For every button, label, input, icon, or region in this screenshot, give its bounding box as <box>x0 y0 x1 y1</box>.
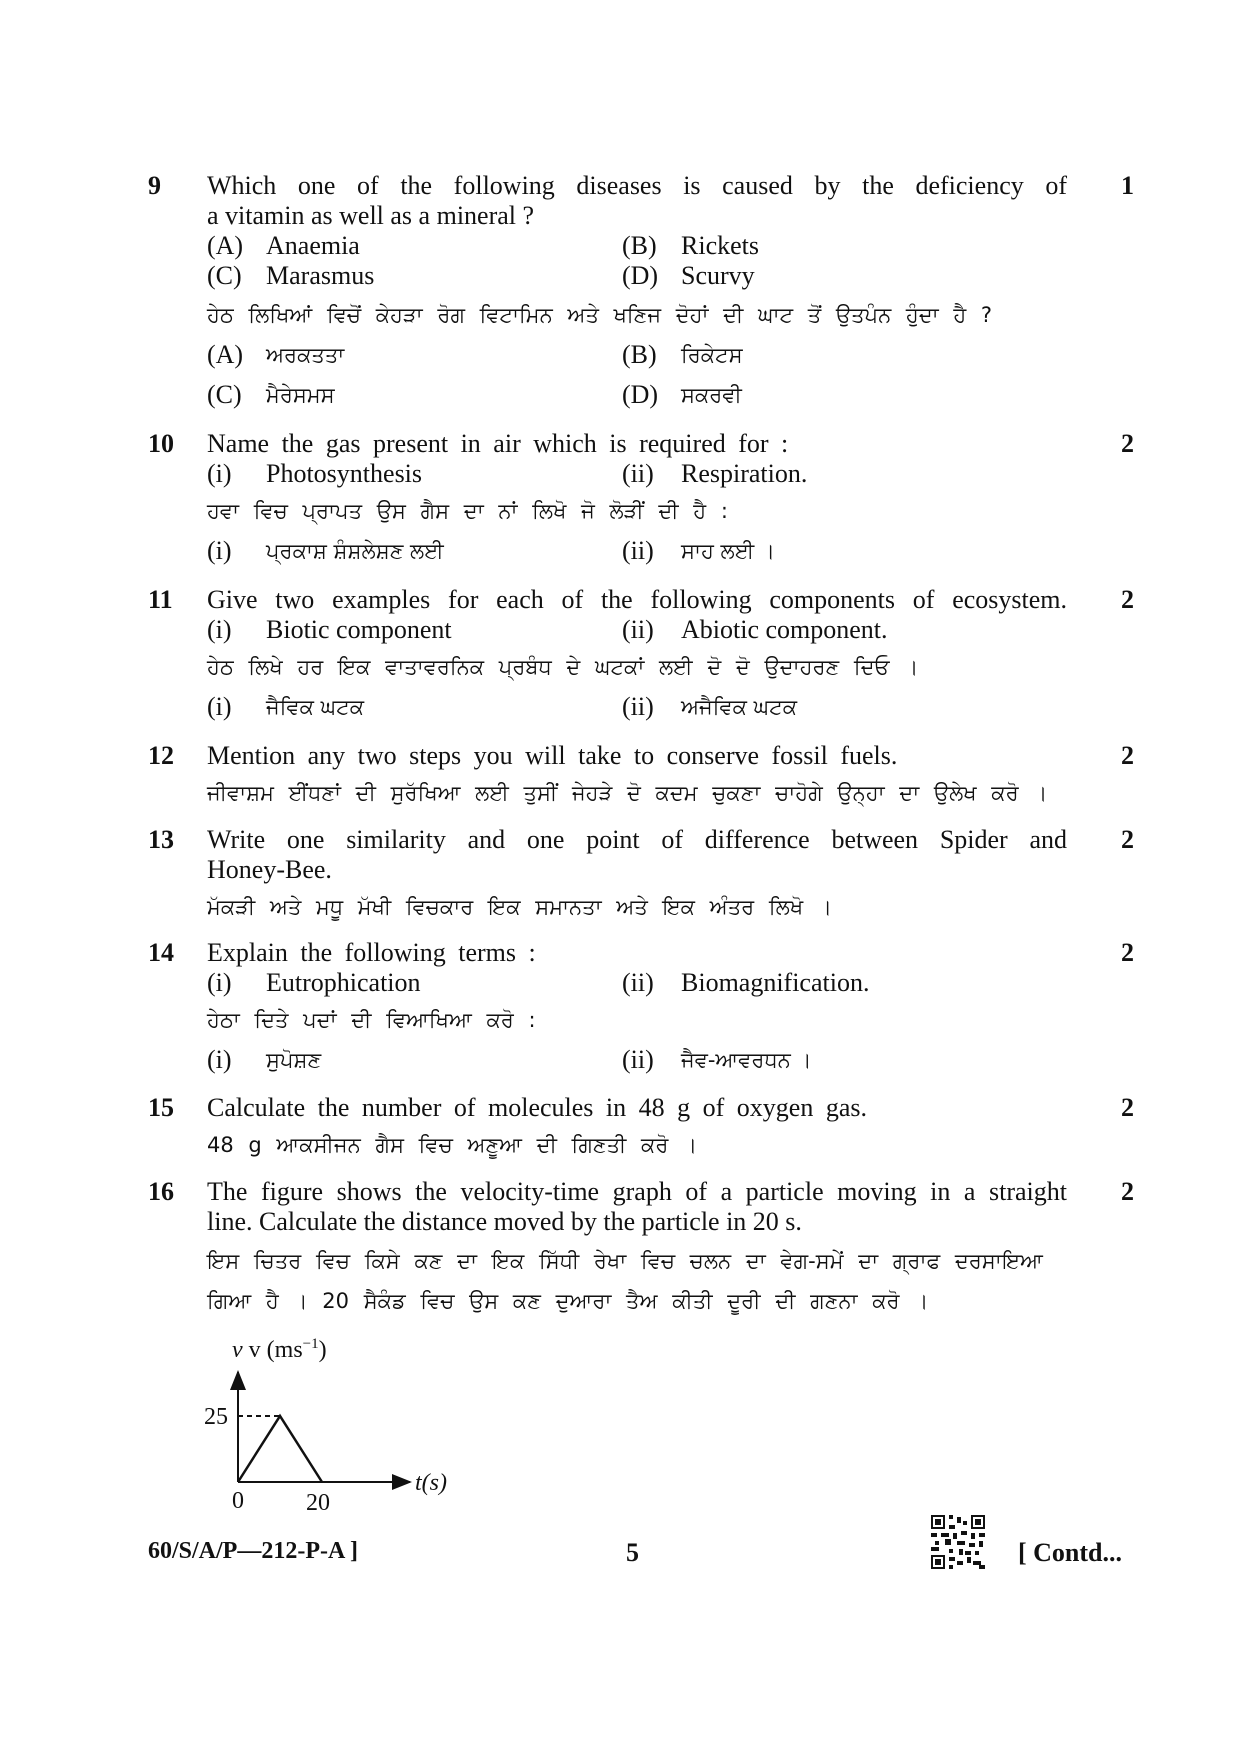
question-text: Give two examples for each of the following components of ecosystem. <box>207 585 1067 614</box>
marks: 2 <box>1121 938 1134 967</box>
option-text: Scurvy <box>681 261 755 290</box>
question-number: 9 <box>148 171 161 200</box>
option-label: (i) <box>207 615 232 644</box>
marks: 1 <box>1121 171 1134 200</box>
question-text: Calculate the number of molecules in 48 g of oxygen gas. <box>207 1093 868 1122</box>
question-text: Explain the following terms : <box>207 938 536 967</box>
qr-code <box>931 1515 985 1569</box>
question-text-punjabi: ਜੀਵਾਸ਼ਮ ਈਂਧਣਾਂ ਦੀ ਸੁਰੱਖਿਆ ਲਈ ਤੁਸੀਂ ਜੇਹੜੇ ਦੋ ਕਦਮ ਚੁਕਣਾ ਚਾਹੋਗੇ ਉਨ੍ਹਾ ਦਾ ਉਲੇਖ ਕਰੋ । <box>207 781 1048 805</box>
question-text-punjabi: ਇਸ ਚਿਤਰ ਵਿਚ ਕਿਸੇ ਕਣ ਦਾ ਇਕ ਸਿੱਧੀ ਰੇਖਾ ਵਿਚ ਚਲਨ ਦਾ ਵੇਗ-ਸਮੇਂ ਦਾ ਗ੍ਰਾਫ ਦਰਸਾਇਆ <box>207 1249 1043 1273</box>
question-text: Name the gas present in air which is required for : <box>207 429 789 458</box>
option-label: (A) <box>207 231 244 260</box>
question-text: Honey-Bee. <box>207 855 332 884</box>
option-text: Photosynthesis <box>266 459 423 488</box>
option-label: (ii) <box>622 615 654 644</box>
question-text-punjabi: ਹਵਾ ਵਿਚ ਪ੍ਰਾਪਤ ਉਸ ਗੈਸ ਦਾ ਨਾਂ ਲਿਖੋ ਜੋ ਲੋੜੀਂ ਦੀ ਹੈ : <box>207 499 728 523</box>
y-axis-label-close: ) <box>318 1337 327 1363</box>
question-number: 15 <box>148 1093 174 1122</box>
option-text: Anaemia <box>266 231 360 260</box>
option-label: (i) <box>207 692 232 721</box>
option-label: (B) <box>622 231 657 260</box>
question-text-punjabi: 48 g ਆਕਸੀਜਨ ਗੈਸ ਵਿਚ ਅਣੂਆ ਦੀ ਗਿਣਤੀ ਕਰੋ । <box>207 1133 698 1157</box>
option-label: (i) <box>207 968 232 997</box>
option-text-punjabi: ਪ੍ਰਕਾਸ਼ ਸ਼ੰਸ਼ਲੇਸ਼ਣ ਲਈ <box>266 539 444 563</box>
question-number: 13 <box>148 825 174 854</box>
question-text: Mention any two steps you will take to conserve fossil fuels. <box>207 741 898 770</box>
question-number: 10 <box>148 429 174 458</box>
option-text: Marasmus <box>266 261 375 290</box>
option-text-punjabi: ਮੈਰੇਸਮਸ <box>266 383 335 407</box>
question-text: line. Calculate the distance moved by the particle in 20 s. <box>207 1207 802 1236</box>
option-label: (ii) <box>622 459 654 488</box>
y-axis-label-sup: −1 <box>302 1336 319 1352</box>
option-label: (B) <box>622 340 657 369</box>
option-text: Rickets <box>681 231 759 260</box>
marks: 2 <box>1121 741 1134 770</box>
option-text-punjabi: ਜੈਵ-ਆਵਰਧਨ । <box>681 1048 812 1072</box>
x-axis-label: t(s) <box>415 1470 447 1496</box>
option-label: (C) <box>207 261 242 290</box>
question-text: Which one of the following diseases is caused by the deficiency of <box>207 171 1067 200</box>
marks: 2 <box>1121 1177 1134 1206</box>
option-label: (ii) <box>622 968 654 997</box>
question-number: 16 <box>148 1177 174 1206</box>
continued-label: [ Contd... <box>1018 1538 1123 1567</box>
origin-label: 0 <box>232 1488 244 1514</box>
option-label: (i) <box>207 1045 232 1074</box>
option-label: (ii) <box>622 692 654 721</box>
option-label: (C) <box>207 380 242 409</box>
option-label: (i) <box>207 459 232 488</box>
marks: 2 <box>1121 1093 1134 1122</box>
option-label: (i) <box>207 536 232 565</box>
question-text-punjabi: ਮੱਕੜੀ ਅਤੇ ਮਧੂ ਮੱਖੀ ਵਿਚਕਾਰ ਇਕ ਸਮਾਨਤਾ ਅਤੇ ਇਕ ਅੰਤਰ ਲਿਖੋ । <box>207 895 832 919</box>
y-axis-label: v v $(ms^{-1})$ <box>232 1336 327 1363</box>
option-text-punjabi: ਅਰਕਤਤਾ <box>266 343 345 367</box>
velocity-curve <box>238 1416 322 1482</box>
option-text-punjabi: ਸੁਪੋਸ਼ਣ <box>266 1048 322 1072</box>
question-number: 14 <box>148 938 174 967</box>
question-text: The figure shows the velocity-time graph of a particle moving in a straight <box>207 1177 1067 1206</box>
option-text-punjabi: ਸਕਰਵੀ <box>681 383 742 407</box>
question-text-punjabi: ਗਿਆ ਹੈ । 20 ਸੈਕੰਡ ਵਿਚ ਉਸ ਕਣ ਦੁਆਰਾ ਤੈਅ ਕੀਤੀ ਦੂਰੀ ਦੀ ਗਣਨਾ ਕਰੋ । <box>207 1289 929 1313</box>
option-text: Biotic component <box>266 615 452 644</box>
option-label: (ii) <box>622 536 654 565</box>
option-label: (D) <box>622 380 659 409</box>
option-text: Eutrophication <box>266 968 421 997</box>
question-number: 12 <box>148 741 174 770</box>
option-label: (ii) <box>622 1045 654 1074</box>
time-end-label: 20 <box>306 1490 330 1516</box>
question-text-punjabi: ਹੇਠਾ ਦਿਤੇ ਪਦਾਂ ਦੀ ਵਿਆਖਿਆ ਕਰੋ : <box>207 1008 536 1032</box>
marks: 2 <box>1121 825 1134 854</box>
option-label: (D) <box>622 261 659 290</box>
option-text-punjabi: ਸਾਹ ਲਈ । <box>681 539 776 563</box>
question-text-punjabi: ਹੇਠ ਲਿਖੇ ਹਰ ਇਕ ਵਾਤਾਵਰਨਿਕ ਪ੍ਰਬੰਧ ਦੇ ਘਟਕਾਂ ਲਈ ਦੋ ਦੋ ਉਦਾਹਰਣ ਦਿਓ । <box>207 655 919 679</box>
marks: 2 <box>1121 429 1134 458</box>
page-footer <box>0 1538 1240 1578</box>
velocity-time-graph <box>190 1330 470 1530</box>
question-text: a vitamin as well as a mineral ? <box>207 201 535 230</box>
option-text-punjabi: ਜੈਵਿਕ ਘਟਕ <box>266 695 365 719</box>
marks: 2 <box>1121 585 1134 614</box>
option-text: Respiration. <box>681 459 808 488</box>
peak-value-label: 25 <box>204 1404 228 1430</box>
option-label: (A) <box>207 340 244 369</box>
page-number: 5 <box>626 1538 639 1567</box>
paper-code: 60/S/A/P—212-P-A ] <box>148 1538 358 1564</box>
question-text-punjabi: ਹੇਠ ਲਿਖਿਆਂ ਵਿਚੋਂ ਕੇਹੜਾ ਰੋਗ ਵਿਟਾਮਿਨ ਅਤੇ ਖਣਿਜ ਦੋਹਾਂ ਦੀ ਘਾਟ ਤੋਂ ਉਤਪੰਨ ਹੁੰਦਾ ਹੈ ? <box>207 303 993 327</box>
question-number: 11 <box>148 585 173 614</box>
question-text: Write one similarity and one point of difference between Spider and <box>207 825 1067 854</box>
option-text: Abiotic component. <box>681 615 888 644</box>
y-axis-label-text: v (ms <box>248 1337 303 1363</box>
option-text-punjabi: ਰਿਕੇਟਸ <box>681 343 743 367</box>
option-text-punjabi: ਅਜੈਵਿਕ ਘਟਕ <box>681 695 798 719</box>
option-text: Biomagnification. <box>681 968 870 997</box>
